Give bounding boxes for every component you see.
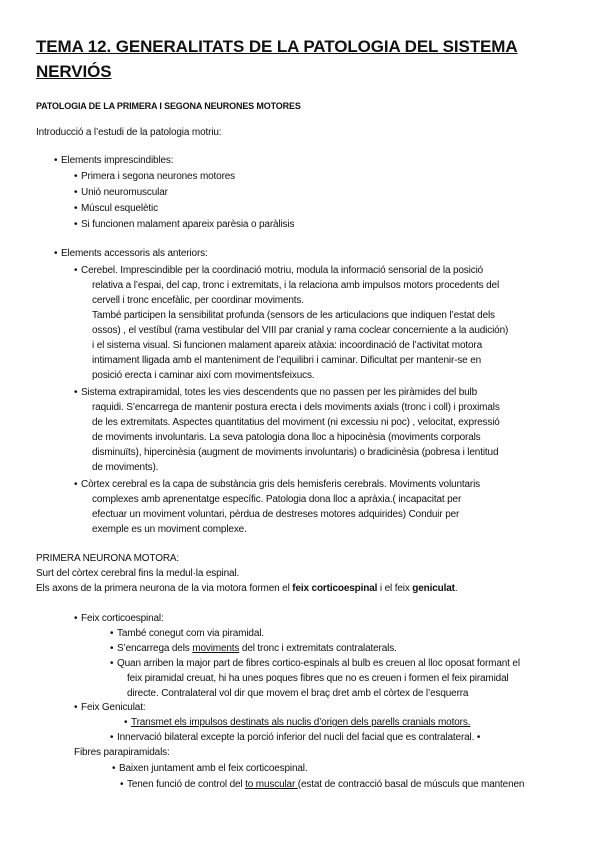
essentials-label: • Elements imprescindibles: (54, 155, 174, 166)
list-item: • Unió neuromuscular (74, 187, 168, 198)
cerebel-paragraph-line: relativa a l’espai, del cap, tronc i extremitats, i la relaciona amb impulsos motors procedents del (92, 280, 500, 291)
page-title: TEMA 12. GENERALITATS DE LA PATOLOGIA DEL SISTEMA NERVIÓS (36, 37, 518, 81)
cortex-paragraph-line: complexes amb aprenentatge específic. Patologia dona lloc a apràxia.( incapacitat per (92, 494, 462, 505)
list-item: • Baixen juntament amb el feix corticoespinal. (112, 763, 308, 774)
geniculate-label: • Feix Geniculat: (74, 702, 146, 713)
cortex-paragraph-line: exemple es un moviment complexe. (92, 524, 247, 535)
list-item: • Transmet els impulsos destinats als nuclis d’origen dels parells cranials motors. (124, 717, 471, 728)
extrapyramidal-paragraph-line: raquidi. S’encarrega de mantenir postura erecta i dels moviments axials (tronc i coll) i proximals (92, 402, 500, 413)
list-item: • Si funcionen malament apareix parèsia o paràlisis (74, 219, 295, 230)
list-item: • Quan arriben la major part de fibres cortico-espinals al bulb es creuen al lloc oposat formant el (110, 658, 520, 669)
extrapyramidal-paragraph-line: de les extremitats. Aspectes quantitatius del moviment (ni excessiu ni poc) , velocitat, expressió (92, 417, 500, 428)
cerebel-paragraph-line: ossos) , el vestíbul (rama vestibular del VIII par cranial y rama coclear concerniente a la audición) (92, 325, 509, 336)
list-item: • Tenen funció de control del to muscular (estat de contracció basal de músculs que mantenen (120, 779, 525, 790)
first-neuron-heading: PRIMERA NEURONA MOTORA: (36, 553, 180, 564)
cerebel-paragraph-line: i el sistema visual. Si funcionen malament apareix atàxia: incoordinació de l’activitat motora (92, 340, 482, 351)
cerebel-paragraph-line: • Cerebel. Imprescindible per la coordinació motriu, modula la informació sensorial de la posició (74, 265, 484, 276)
cerebel-paragraph-line: També participen la sensibilitat profunda (sensors de les articulacions que indiquen l’estat dels (92, 310, 495, 321)
list-item: • Primera i segona neurones motores (74, 171, 236, 182)
first-neuron-line: Els axons de la primera neurona de la via motora formen el feix corticoespinal i el feix geniculat. (36, 583, 458, 594)
accessory-label: • Elements accessoris als anteriors: (54, 248, 208, 259)
extrapyramidal-paragraph-line: de moviments involuntaris. La seva patologia dona lloc a hipocinèsia (moviments corporals (92, 432, 481, 443)
list-item-continuation: directe. Contralateral vol dir que movem el braç dret amb el còrtex de l’esquerra (127, 688, 469, 699)
corticospinal-label: • Feix corticoespinal: (74, 613, 164, 624)
cortex-paragraph-line: efectuar un moviment voluntari, pèrdua de destreses motores adquirides) Conduir per (92, 509, 460, 520)
intro-text: Introducció a l’estudi de la patologia motriu: (36, 127, 222, 138)
extrapyramidal-paragraph-line: disminuïts), hipercinèsia (augment de moviments involuntaris) o bradicinèsia (pobresa i lentitud (92, 447, 499, 458)
parapyramidal-label: Fibres parapiramidals: (74, 747, 170, 758)
cortex-paragraph-line: • Còrtex cerebral es la capa de substància gris dels hemisferis cerebrals. Moviments voluntaris (74, 479, 481, 490)
list-item: • Múscul esquelètic (74, 203, 158, 214)
cerebel-paragraph-line: posició erecta i caminar així com movimentsfeixucs. (92, 370, 315, 381)
cerebel-paragraph-line: cervell i tronc encefàlic, per coordinar moviments. (92, 295, 304, 306)
list-item: • Innervació bilateral excepte la porció inferior del nucli del facial que es contralateral. • (110, 732, 481, 743)
extrapyramidal-paragraph-line: de moviments). (92, 462, 159, 473)
extrapyramidal-paragraph-line: • Sistema extrapiramidal, totes les vies descendents que no passen per les piràmides del bulb (74, 387, 478, 398)
list-item: • També conegut com via piramidal. (110, 628, 264, 639)
first-neuron-line: Surt del còrtex cerebral fins la medul·la espinal. (36, 568, 240, 579)
section-heading: PATOLOGIA DE LA PRIMERA I SEGONA NEURONES MOTORES (36, 101, 301, 111)
cerebel-paragraph-line: intimament lligada amb el manteniment de l’equilibri i caminar. Dificultat per mantenir-se en (92, 355, 482, 366)
list-item: • S’encarrega dels moviments del tronc i extremitats contralaterals. (110, 643, 397, 654)
list-item-continuation: feix piramidal creuat, hi ha unes poques fibres que no es creuen i formen el feix piramidal (127, 673, 509, 684)
